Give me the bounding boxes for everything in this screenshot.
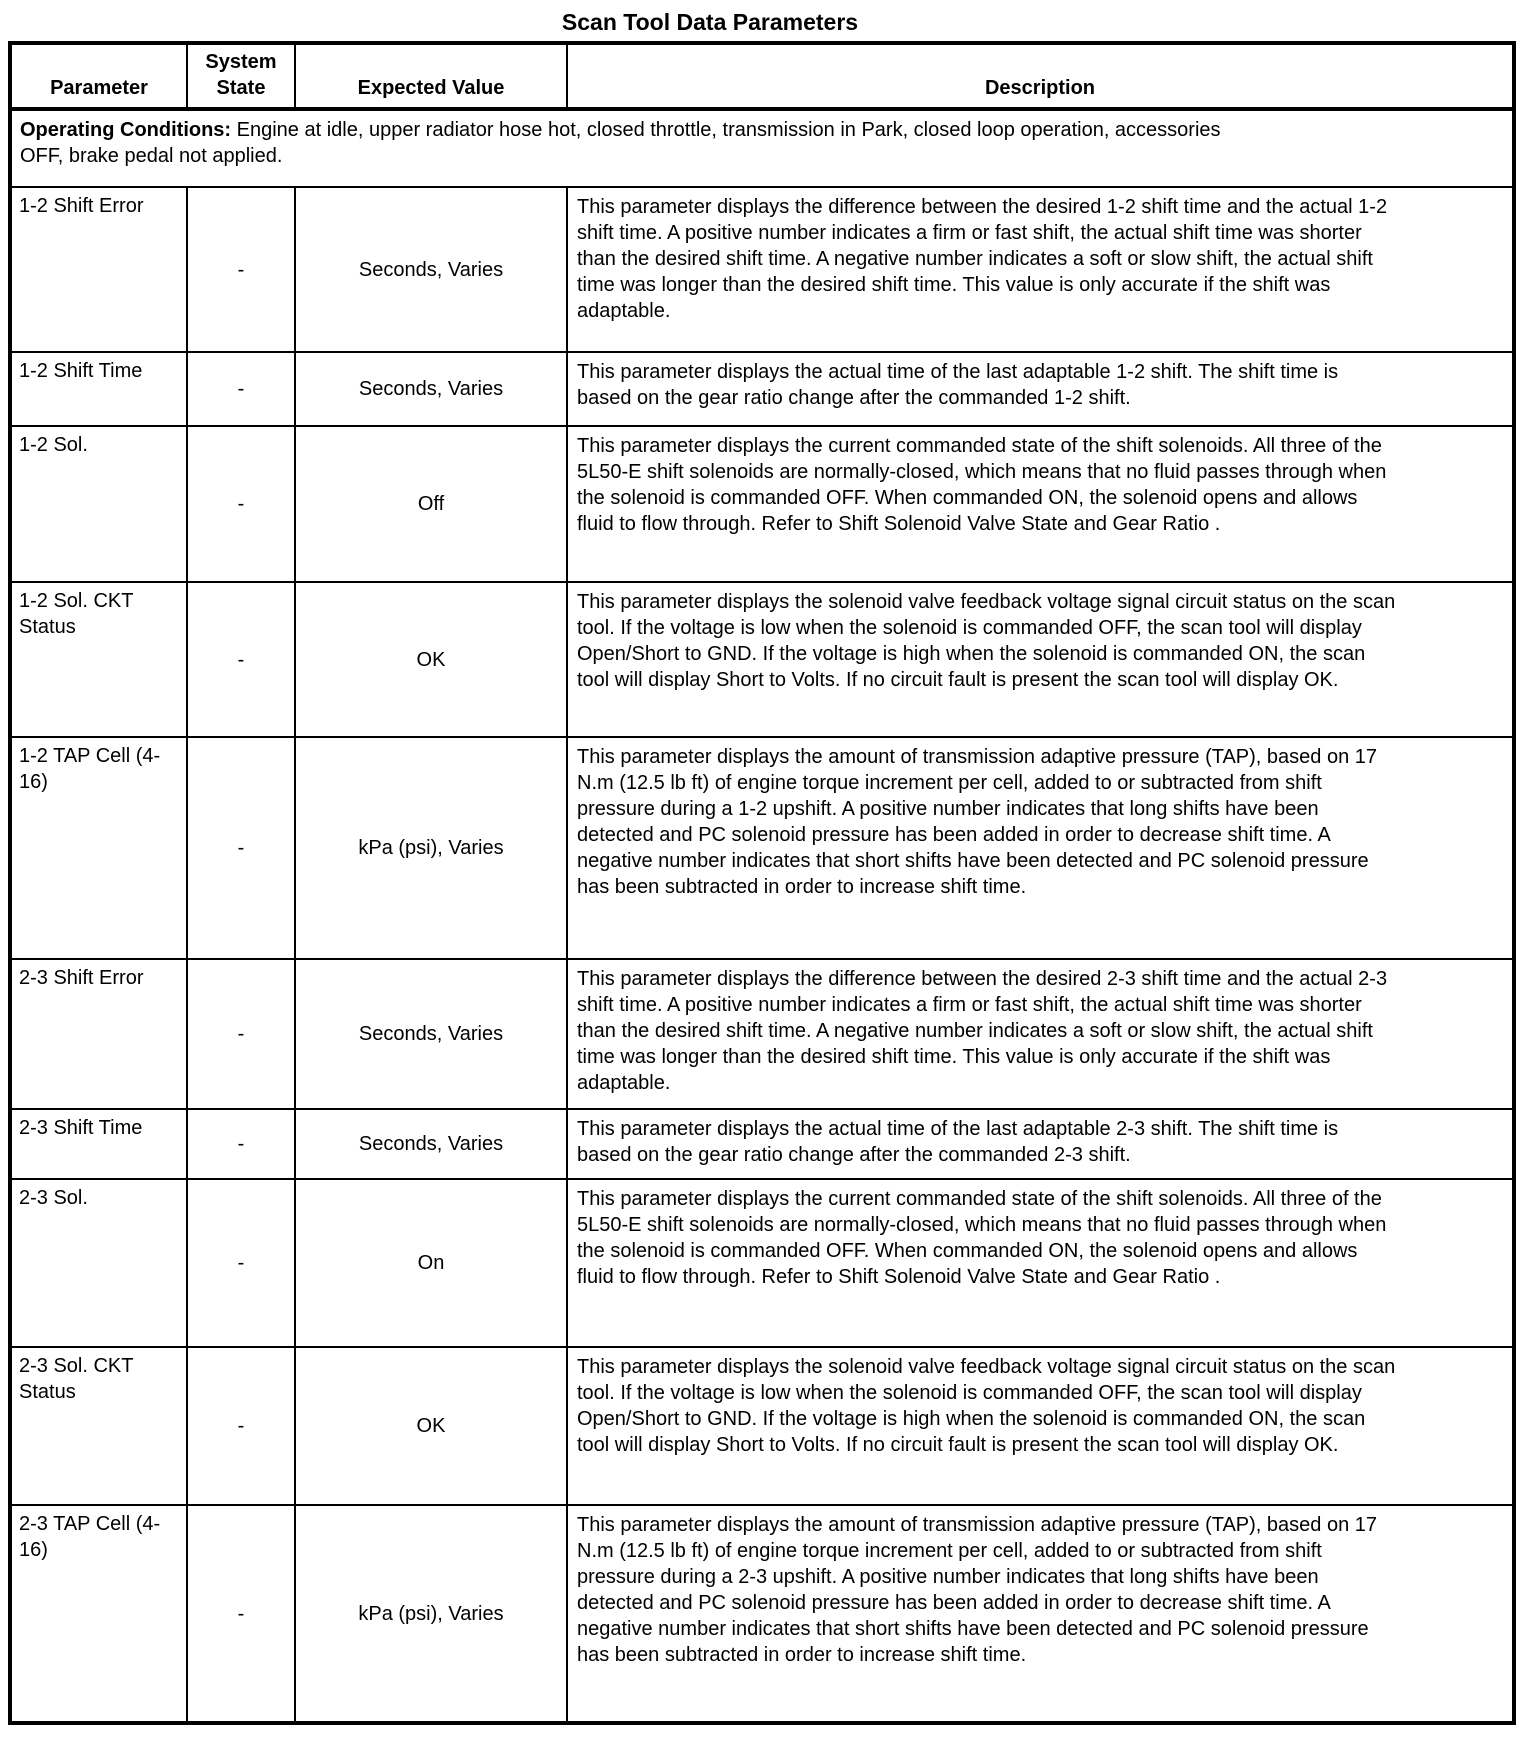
scan-tool-data-table — [8, 41, 1516, 1725]
parameter-cell: 2-3 Sol. — [10, 1179, 187, 1347]
expected-value-cell: Seconds, Varies — [295, 959, 567, 1109]
system-state-cell: - — [187, 352, 295, 426]
table-row — [10, 1109, 1514, 1179]
parameter-cell: 1-2 Shift Time — [10, 352, 187, 426]
parameter-cell: 2-3 Sol. CKT Status — [10, 1347, 187, 1505]
description-cell: This parameter displays the difference between the desired 2-3 shift time and the actual 2-3 shift time. A positive number indicates a firm or fast shift, the actual shift time was shorter than the desired shift time. A negative number indicates a soft or slow shift, the actual shift time was longer than the desired shift time. This value is only accurate if the shift was adaptable. — [567, 959, 1514, 1109]
parameter-cell: 2-3 Shift Time — [10, 1109, 187, 1179]
expected-value-cell: OK — [295, 1347, 567, 1505]
table-header — [10, 43, 1514, 109]
table-row — [10, 1179, 1514, 1347]
description-cell: This parameter displays the current commanded state of the shift solenoids. All three of the 5L50-E shift solenoids are normally-closed, which means that no fluid passes through when the solenoid is commanded OFF. When commanded ON, the solenoid opens and allows fluid to flow through. Refer to Shift Solenoid Valve State and Gear Ratio . — [567, 426, 1514, 582]
description-cell: This parameter displays the amount of transmission adaptive pressure (TAP), based on 17 N.m (12.5 lb ft) of engine torque increment per cell, added to or subtracted from shift pressure during a 2-3 upshift. A positive number indicates that long shifts have been detected and PC solenoid pressure has been added in order to decrease shift time. A negative number indicates that short shifts have been detected and PC solenoid pressure has been subtracted in order to increase shift time. — [567, 1505, 1514, 1723]
column-header-system-state: System State — [187, 43, 295, 109]
system-state-cell: - — [187, 187, 295, 352]
operating-conditions-cell — [10, 109, 1514, 187]
table-row — [10, 1347, 1514, 1505]
system-state-cell: - — [187, 1505, 295, 1723]
operating-conditions-label: Operating Conditions: — [20, 119, 232, 141]
table-row — [10, 187, 1514, 352]
system-state-cell: - — [187, 959, 295, 1109]
expected-value-cell: Seconds, Varies — [295, 1109, 567, 1179]
table-row — [10, 426, 1514, 582]
system-state-cell: - — [187, 582, 295, 737]
parameter-cell: 1-2 Sol. — [10, 426, 187, 582]
table-row — [10, 959, 1514, 1109]
operating-conditions-row — [10, 109, 1514, 187]
parameter-cell: 1-2 Shift Error — [10, 187, 187, 352]
description-cell: This parameter displays the amount of transmission adaptive pressure (TAP), based on 17 N.m (12.5 lb ft) of engine torque increment per cell, added to or subtracted from shift pressure during a 1-2 upshift. A positive number indicates that long shifts have been detected and PC solenoid pressure has been added in order to decrease shift time. A negative number indicates that short shifts have been detected and PC solenoid pressure has been subtracted in order to increase shift time. — [567, 737, 1514, 959]
system-state-cell: - — [187, 1109, 295, 1179]
table-row — [10, 352, 1514, 426]
system-state-cell: - — [187, 426, 295, 582]
parameter-cell: 1-2 Sol. CKT Status — [10, 582, 187, 737]
expected-value-cell: kPa (psi), Varies — [295, 737, 567, 959]
parameter-cell: 2-3 Shift Error — [10, 959, 187, 1109]
header-row — [10, 43, 1514, 109]
column-header-description: Description — [567, 43, 1514, 109]
expected-value-cell: On — [295, 1179, 567, 1347]
system-state-cell: - — [187, 1347, 295, 1505]
operating-conditions-text: Engine at idle, upper radiator hose hot, closed throttle, transmission in Park, closed loop operation, accessories OFF, brake pedal not applied. — [20, 119, 1221, 167]
description-cell: This parameter displays the actual time of the last adaptable 1-2 shift. The shift time is based on the gear ratio change after the commanded 1-2 shift. — [567, 352, 1514, 426]
column-header-expected-value: Expected Value — [295, 43, 567, 109]
parameter-cell: 2-3 TAP Cell (4-16) — [10, 1505, 187, 1723]
description-cell: This parameter displays the difference between the desired 1-2 shift time and the actual 1-2 shift time. A positive number indicates a firm or fast shift, the actual shift time was shorter than the desired shift time. A negative number indicates a soft or slow shift, the actual shift time was longer than the desired shift time. This value is only accurate if the shift was adaptable. — [567, 187, 1514, 352]
expected-value-cell: Off — [295, 426, 567, 582]
expected-value-cell: Seconds, Varies — [295, 352, 567, 426]
description-cell: This parameter displays the solenoid valve feedback voltage signal circuit status on the scan tool. If the voltage is low when the solenoid is commanded OFF, the scan tool will display Open/Short to GND. If the voltage is high when the solenoid is commanded ON, the scan tool will display Short to Volts. If no circuit fault is present the scan tool will display OK. — [567, 582, 1514, 737]
description-cell: This parameter displays the current commanded state of the shift solenoids. All three of the 5L50-E shift solenoids are normally-closed, which means that no fluid passes through when the solenoid is commanded OFF. When commanded ON, the solenoid opens and allows fluid to flow through. Refer to Shift Solenoid Valve State and Gear Ratio . — [567, 1179, 1514, 1347]
table-row — [10, 1505, 1514, 1723]
system-state-cell: - — [187, 1179, 295, 1347]
parameter-cell: 1-2 TAP Cell (4-16) — [10, 737, 187, 959]
expected-value-cell: kPa (psi), Varies — [295, 1505, 567, 1723]
page-title: Scan Tool Data Parameters — [561, 9, 859, 35]
system-state-cell: - — [187, 737, 295, 959]
table-body — [10, 109, 1514, 1723]
table-row — [10, 582, 1514, 737]
description-cell: This parameter displays the solenoid valve feedback voltage signal circuit status on the scan tool. If the voltage is low when the solenoid is commanded OFF, the scan tool will display Open/Short to GND. If the voltage is high when the solenoid is commanded ON, the scan tool will display Short to Volts. If no circuit fault is present the scan tool will display OK. — [567, 1347, 1514, 1505]
table-row — [10, 737, 1514, 959]
expected-value-cell: Seconds, Varies — [295, 187, 567, 352]
expected-value-cell: OK — [295, 582, 567, 737]
description-cell: This parameter displays the actual time of the last adaptable 2-3 shift. The shift time is based on the gear ratio change after the commanded 2-3 shift. — [567, 1109, 1514, 1179]
column-header-parameter: Parameter — [10, 43, 187, 109]
